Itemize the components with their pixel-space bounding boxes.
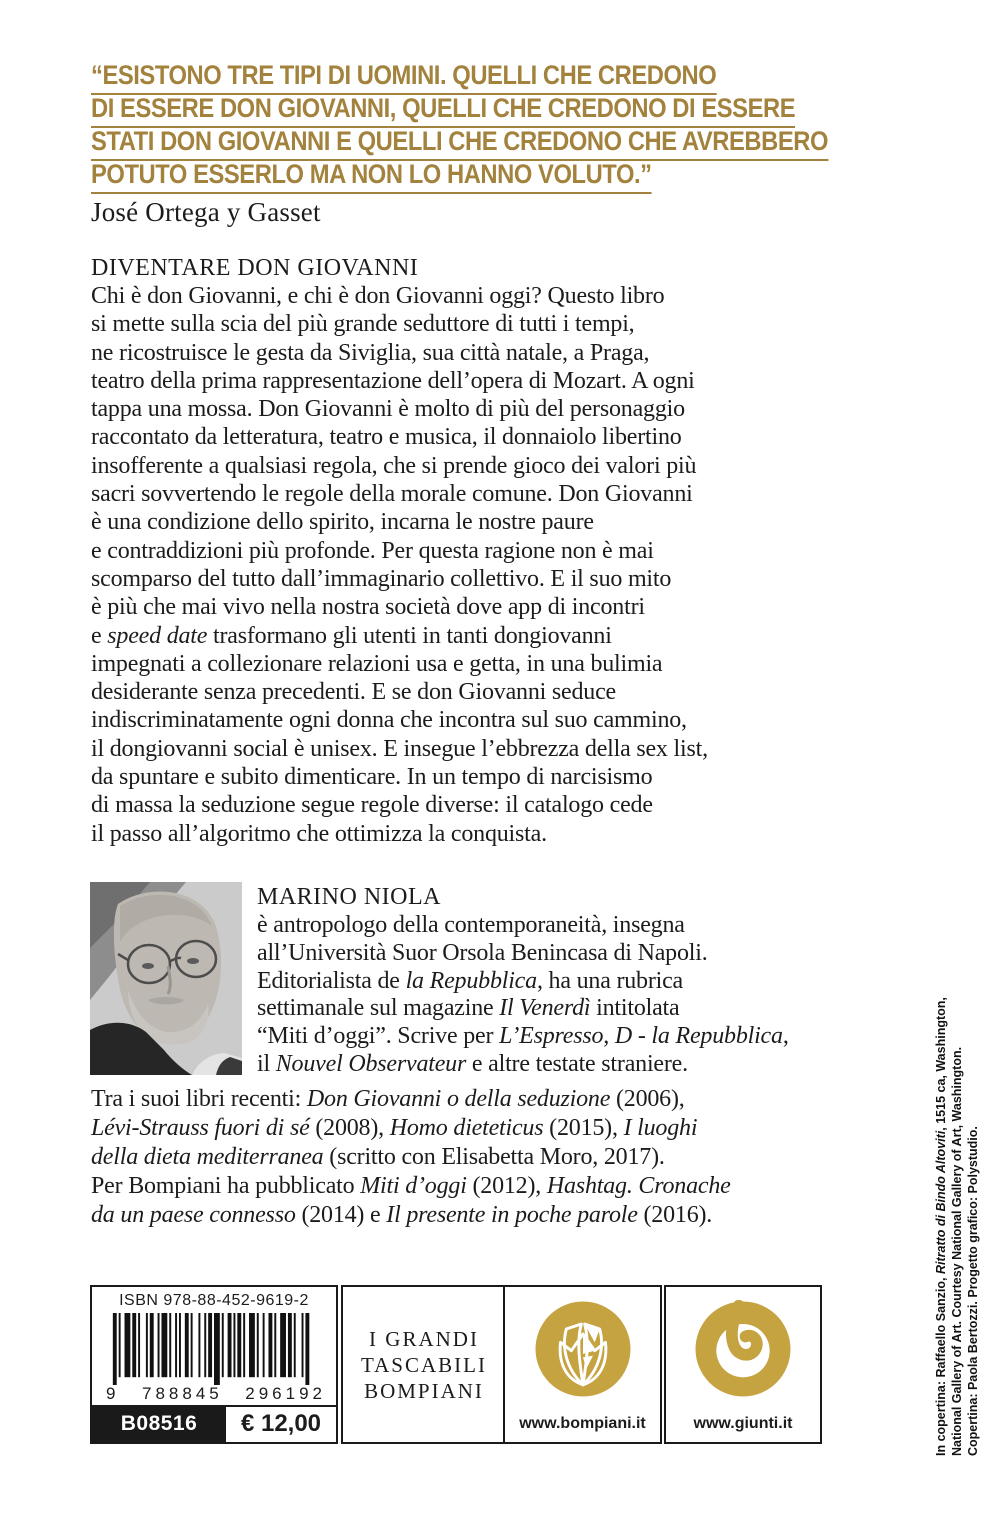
barcode-digit-group2: 296192 [245, 1383, 326, 1403]
text-line: indiscriminatamente ogni donna che incontra sul suo cammino, [91, 707, 687, 734]
text-line: il dongiovanni social è unisex. E insegue l’ebbrezza della sex list, [91, 735, 708, 762]
text-line: Lévi-Strauss fuori di sé (2008), Homo dieteticus (2015), I luoghi [91, 1115, 698, 1141]
barcode-panel [90, 1285, 338, 1444]
text-line: da spuntare e subito dimenticare. In un tempo di narcisismo [91, 764, 653, 791]
ean-barcode [108, 1313, 320, 1385]
bompiani-panel [503, 1285, 662, 1444]
text-line: settimanale sul magazine Il Venerdì intitolata [257, 995, 680, 1022]
text-line: desiderante senza precedenti. E se don Giovanni seduce [91, 679, 616, 706]
text-line: raccontato da letteratura, teatro e musica, il donnaiolo libertino [91, 424, 682, 451]
edition-code: B08516 [92, 1407, 226, 1442]
text-line: si mette sulla scia del più grande seduttore di tutti i tempi, [91, 311, 635, 338]
text-line: teatro della prima rappresentazione dell’opera di Mozart. A ogni [91, 367, 695, 394]
text-line: Chi è don Giovanni, e chi è don Giovanni oggi? Questo libro [91, 283, 665, 309]
isbn-label: ISBN 978-88-452-9619-2 [119, 1292, 309, 1309]
text-line: Tra i suoi libri recenti: Don Giovanni o della seduzione (2006), [91, 1086, 685, 1112]
barcode-digits [92, 1385, 336, 1405]
epigraph-quote [91, 60, 871, 192]
barcode-digit-lead: 9 [106, 1383, 120, 1403]
synopsis-heading: DIVENTARE DON GIOVANNI [91, 255, 419, 281]
text-line: da un paese connesso (2014) e Il presente in poche parole (2016). [91, 1202, 713, 1228]
author-name: MARINO NIOLA [257, 884, 441, 910]
price: € 12,00 [240, 1410, 322, 1438]
giunti-logo-icon [693, 1299, 793, 1399]
text-line: BOMPIANI [364, 1378, 484, 1403]
text-line: TASCABILI [361, 1352, 487, 1377]
text-line: è più che mai vivo nella nostra società dove app di incontri [91, 594, 645, 621]
text-line: Editorialista de la Repubblica, ha una rubrica [257, 967, 683, 994]
bompiani-logo-icon [533, 1299, 633, 1399]
text-line: “ESISTONO TRE TIPI DI UOMINI. QUELLI CHE CREDONO [91, 60, 871, 93]
text-line: il Nouvel Observateur e altre testate straniere. [257, 1050, 688, 1077]
text-line: I GRANDI [369, 1326, 479, 1351]
text-line: e speed date trasformano gli utenti in tanti dongiovanni [91, 622, 612, 649]
giunti-panel [664, 1285, 822, 1444]
author-photo [90, 882, 242, 1075]
text-line: DI ESSERE DON GIOVANNI, QUELLI CHE CREDONO DI ESSERE [91, 93, 871, 126]
text-line: Per Bompiani ha pubblicato Miti d’oggi (2012), Hashtag. Cronache [91, 1173, 731, 1199]
synopsis-text [91, 282, 881, 848]
text-line: scomparso del tutto dall’immaginario collettivo. E il suo mito [91, 565, 672, 592]
text-line: POTUTO ESSERLO MA NON LO HANNO VOLUTO.” [91, 159, 871, 192]
text-line: STATI DON GIOVANNI E QUELLI CHE CREDONO CHE AVREBBERO [91, 126, 871, 159]
series-panel [341, 1285, 507, 1444]
text-line: impegnati a collezionare relazioni usa e getta, in una bulimia [91, 650, 663, 677]
text-line: Copertina: Paola Bertozzi. Progetto grafico: Polystudio. [966, 1126, 980, 1456]
text-line: della dieta mediterranea (scritto con Elisabetta Moro, 2017). [91, 1144, 665, 1170]
text-line: è una condizione dello spirito, incarna le nostre paure [91, 509, 594, 536]
text-line: tappa una mossa. Don Giovanni è molto di più del personaggio [91, 396, 685, 423]
text-line: il passo all’algoritmo che ottimizza la conquista. [91, 820, 547, 847]
text-line: insofferente a qualsiasi regola, che si prende gioco dei valori più [91, 452, 697, 479]
text-line: sacri sovvertendo le regole della morale comune. Don Giovanni [91, 481, 693, 508]
cover-credits [933, 956, 981, 1456]
author-bibliography [91, 1085, 891, 1230]
giunti-url: www.giunti.it [693, 1415, 793, 1432]
text-line: In copertina: Raffaello Sanzio, Ritratto di Bindo Altoviti, 1515 ca, Washington, [934, 997, 948, 1456]
text-line: all’Università Suor Orsola Benincasa di Napoli. [257, 939, 708, 966]
text-line: di massa la seduzione segue regole diverse: il catalogo cede [91, 792, 653, 819]
price-row [92, 1405, 336, 1442]
text-line: “Miti d’oggi”. Scrive per L’Espresso, D - la Repubblica, [257, 1023, 789, 1050]
text-line: è antropologo della contemporaneità, insegna [257, 912, 685, 938]
barcode-digit-group1: 788845 [142, 1383, 223, 1403]
text-line: National Gallery of Art. Courtesy National Gallery of Art, Washington. [950, 1046, 964, 1456]
bompiani-url: www.bompiani.it [519, 1415, 646, 1432]
epigraph-attribution: José Ortega y Gasset [91, 197, 321, 227]
text-line: e contraddizioni più profonde. Per questa ragione non è mai [91, 537, 654, 564]
text-line: ne ricostruisce le gesta da Siviglia, sua città natale, a Praga, [91, 339, 650, 366]
author-bio [257, 912, 877, 1079]
